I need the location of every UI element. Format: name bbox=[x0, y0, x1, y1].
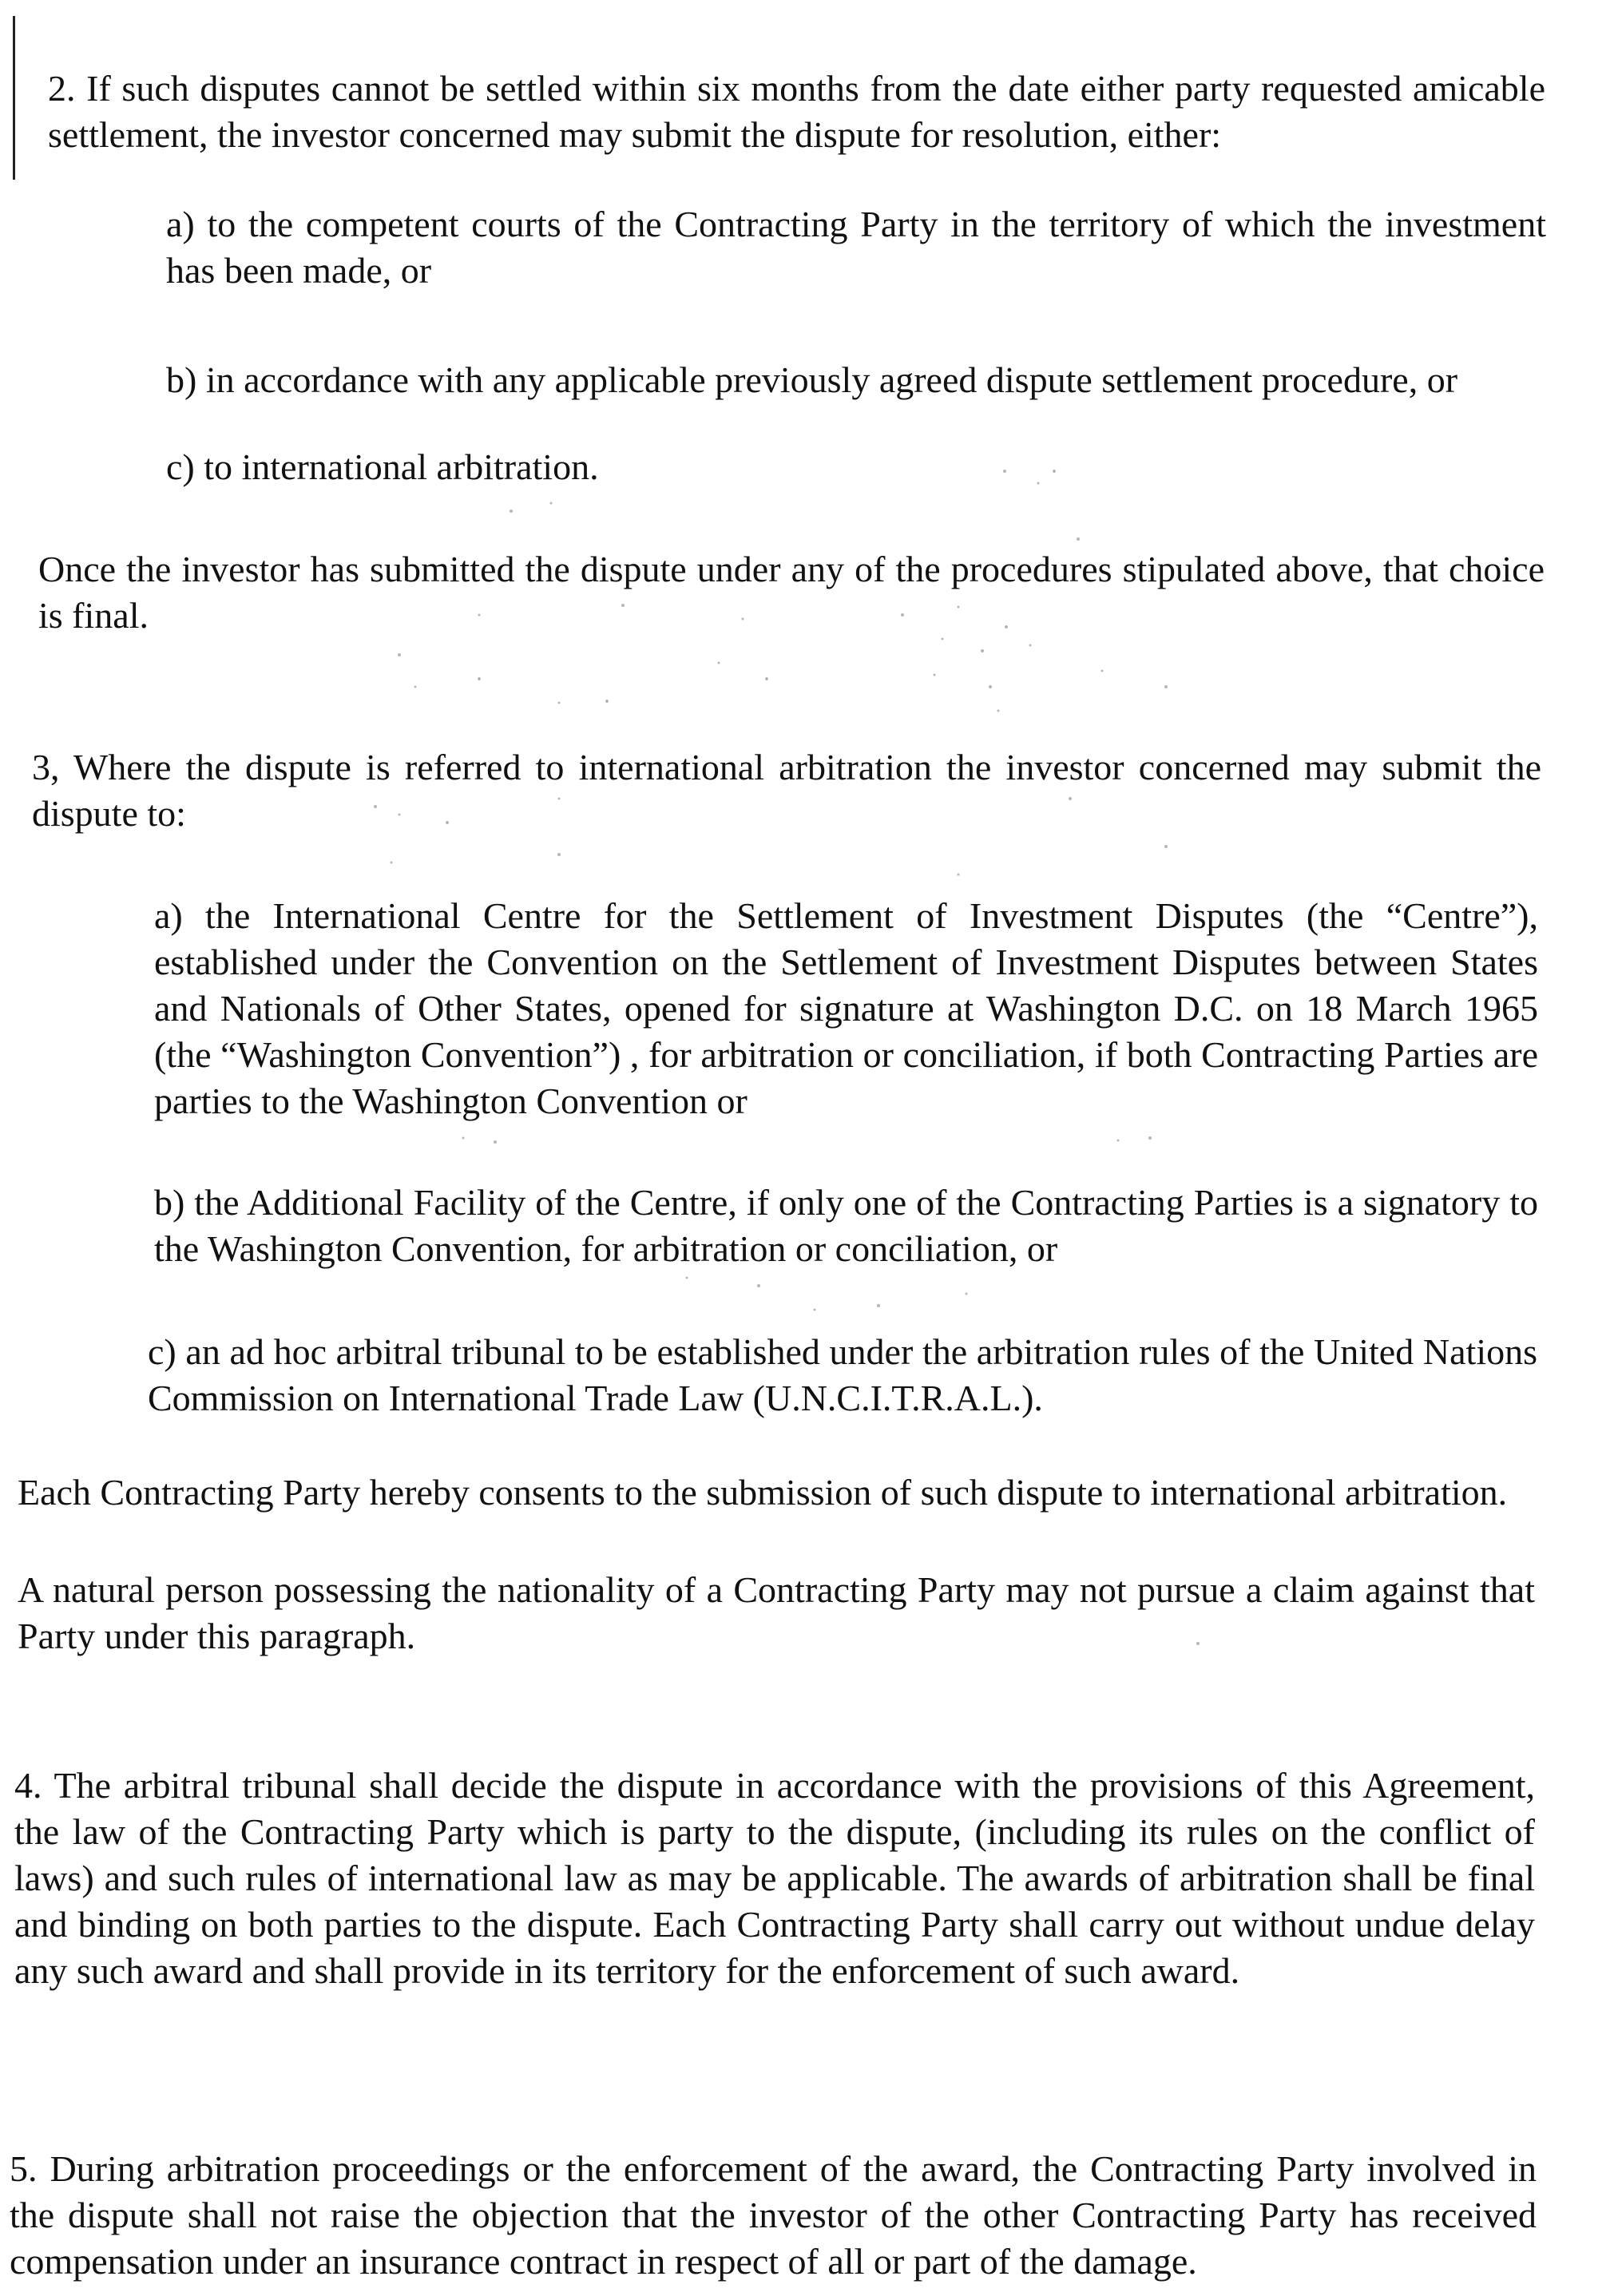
paragraph-2-item-c: c) to international arbitration. bbox=[166, 446, 599, 487]
paragraph-3-consent: Each Contracting Party hereby consents to the submission of such dispute to international arbitration. bbox=[18, 1472, 1508, 1513]
paragraph-4: 4. The arbitral tribunal shall decide the dispute in accordance with the provisions of this Agreement, the law of the Contracting Party which is party to the dispute, (including its rules on the conflict of laws) and such rules of international law as may be applicable. The awards of arbitration shall be final and binding on both parties to the dispute. Each Contracting Party shall carry out without undue delay any such award and shall provide in its territory for the enforcement of such award. bbox=[14, 1765, 1535, 1991]
paragraph-3-intro: 3, Where the dispute is referred to international arbitration the investor concerned may submit the dispute to: bbox=[32, 747, 1541, 834]
paragraph-3-item-c: c) an ad hoc arbitral tribunal to be established under the arbitration rules of the United Nations Commission on International Trade Law (U.N.C.I.T.R.A.L.). bbox=[148, 1331, 1537, 1418]
paragraph-3-item-b: b) the Additional Facility of the Centre, if only one of the Contracting Parties is a signatory to the Washington Convention, for arbitration or conciliation, or bbox=[154, 1182, 1538, 1269]
paragraph-2-item-b: b) in accordance with any applicable previously agreed dispute settlement procedure, or bbox=[166, 359, 1458, 400]
paragraph-2-intro: 2. If such disputes cannot be settled within six months from the date either party requested amicable settlement, the investor concerned may submit the dispute for resolution, either: bbox=[48, 68, 1545, 155]
paragraph-3-item-a: a) the International Centre for the Settlement of Investment Disputes (the “Centre”), established under the Convention on the Settlement of Investment Disputes between States and Nationals of Other States, opened for signature at Washington D.C. on 18 March 1965 (the “Washington Convention”) , for arbitration or conciliation, if both Contracting Parties are parties to the Washington Convention or bbox=[154, 895, 1538, 1121]
paragraph-2-final: Once the investor has submitted the dispute under any of the procedures stipulated above, that choice is final. bbox=[38, 549, 1545, 636]
margin-line bbox=[13, 16, 15, 180]
paragraph-5: 5. During arbitration proceedings or the enforcement of the award, the Contracting Party involved in the dispute shall not raise the objection that the investor of the other Contracting Party has received compensation under an insurance contract in respect of all or part of the damage. bbox=[10, 2148, 1537, 2282]
paragraph-2-item-a: a) to the competent courts of the Contracting Party in the territory of which the investment has been made, or bbox=[166, 204, 1546, 291]
paragraph-3-natural-person: A natural person possessing the nationality of a Contracting Party may not pursue a claim against that Party under this paragraph. bbox=[18, 1569, 1535, 1656]
